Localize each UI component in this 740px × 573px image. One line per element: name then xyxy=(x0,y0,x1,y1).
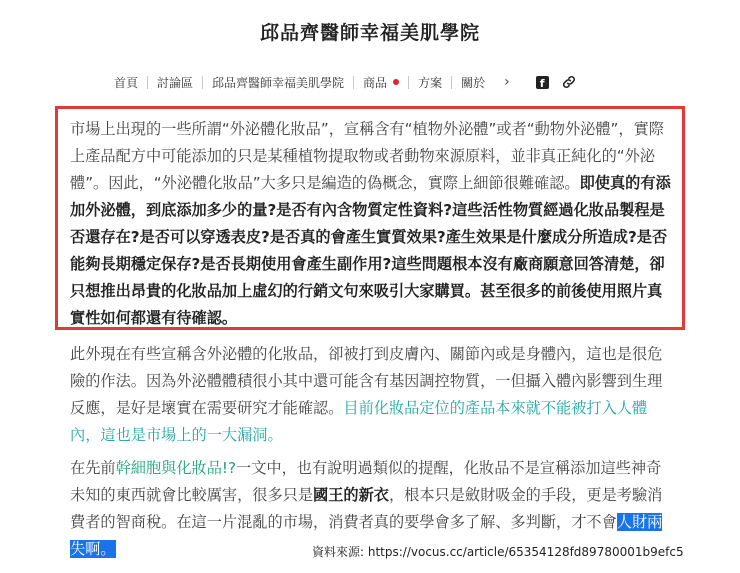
facebook-icon[interactable]: f xyxy=(536,76,549,89)
paragraph-3-bold-text: 國王的新衣 xyxy=(313,486,389,504)
source-caption: 資料來源: https://vocus.cc/article/65354128fd89780001b9efc5 xyxy=(312,545,684,559)
paragraph-1-bold-text: 即使真的有添加外泌體，到底添加多少的量?是否有內含物質定性資料?這些活性物質經過化妝品製程是否還存在?是否可以穿透表皮?是否真的會產生實質效果?產生效果是什麼成分所造成?是否能夠長期穩定保存?是否長期使用會產生副作用?這些問題根本沒有廠商願意回答清楚，卻只想推出昂貴的化妝品加上虛幻的行銷文句來吸引大家購買。甚至很多的前後使用照片真實性如何都還有待確認。 xyxy=(70,174,671,327)
nav-item-academy[interactable]: 邱品齊醫師幸福美肌學院 xyxy=(212,75,345,90)
top-nav xyxy=(105,68,577,96)
link-icon[interactable] xyxy=(561,74,577,90)
article-paragraph-1 xyxy=(70,116,675,332)
nav-item-products[interactable] xyxy=(354,74,408,91)
nav-item-about[interactable]: 關於 xyxy=(461,75,486,90)
paragraph-3-text-post: ，根本只是斂財吸金的手段，更是考驗消費者的智商稅。在這一片混亂的市場，消費者真的要學會多了解、多判斷，才不會 xyxy=(70,486,663,531)
paragraph-3-text-pre: 在先前 xyxy=(70,459,116,477)
site-title[interactable]: 邱品齊醫師幸福美肌學院 xyxy=(259,22,480,44)
share-buttons xyxy=(520,74,577,90)
paragraph-2-text: 此外現在有些宣稱含外泌體的化妝品，卻被打到皮膚內、關節內或是身體內，這也是很危險的作法。因為外泌體體積很小其中還可能含有基因調控物質，一但攝入體內影響到生理反應，是好是壞實在需要研究才能確認。 xyxy=(70,345,663,417)
selected-text: 人財兩失啊。 xyxy=(70,513,663,558)
notification-dot xyxy=(393,79,399,85)
nav-item-products-label: 商品 xyxy=(363,75,388,90)
chevron-right-icon[interactable]: › xyxy=(504,74,510,90)
paragraph-2-link[interactable]: 目前化妝品定位的產品本來就不能被打入人體內，這也是市場上的一大漏洞。 xyxy=(70,399,648,444)
stem-cell-article-link[interactable]: 幹細胞與化妝品!? xyxy=(115,459,237,477)
nav-item-home[interactable]: 首頁 xyxy=(114,75,139,90)
nav-item-plans[interactable]: 方案 xyxy=(418,75,443,90)
article-paragraph-2 xyxy=(70,341,675,449)
nav-item-forum[interactable]: 討論區 xyxy=(157,75,194,90)
paragraph-3-text-mid: 一文中，也有說明過類似的提醒，化妝品不是宣稱添加這些神奇未知的東西就會比較厲害，很多只是 xyxy=(70,459,662,504)
paragraph-1-text: 市場上出現的一些所謂“外泌體化妝品”，宣稱含有“植物外泌體”或者“動物外泌體”，實際上產品配方中可能添加的只是某種植物提取物或者動物來源原料，並非真正純化的“外泌體”。因此，“外泌體化妝品”大多只是編造的偽概念，實際上細節很難確認。 xyxy=(70,120,664,192)
